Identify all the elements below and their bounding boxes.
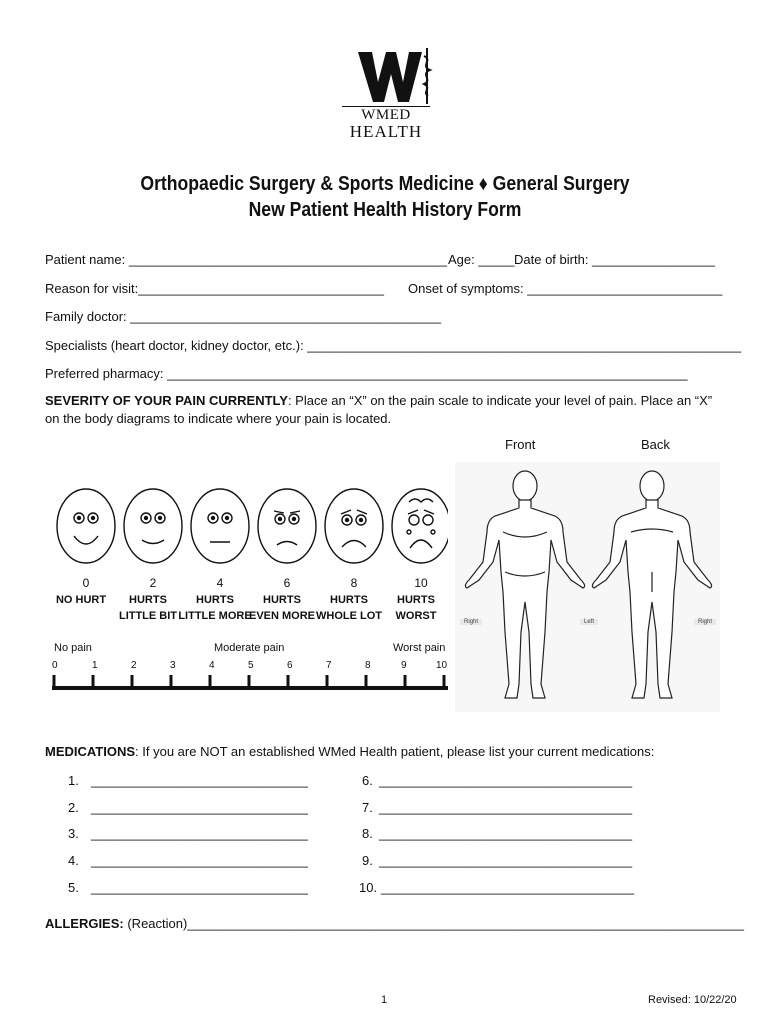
- med-9-number: 9.: [362, 853, 373, 868]
- allergies-field[interactable]: [45, 916, 744, 931]
- scale-no-pain: No pain: [54, 642, 92, 654]
- med-5-number: 5.: [68, 880, 79, 895]
- face-6-label: HURTS EVEN MORE: [248, 594, 315, 622]
- severity-instructions: [45, 392, 725, 428]
- med-4-field[interactable]: ______________________________: [91, 853, 308, 868]
- med-8-number: 8.: [362, 826, 373, 841]
- faces-svg: [48, 486, 448, 566]
- wmed-w-mark-icon: [336, 44, 436, 106]
- scale-worst-pain: Worst pain: [393, 642, 446, 654]
- face-10-label: HURTS WORST: [395, 594, 437, 622]
- med-3-field[interactable]: ______________________________: [91, 826, 308, 841]
- back-right-side-label: Right: [694, 619, 716, 625]
- scale-tick-8: 8: [365, 660, 371, 671]
- face-4-number: 4: [216, 576, 224, 590]
- form-title-line1: Orthopaedic Surgery & Sports Medicine ♦ General Surgery: [140, 173, 630, 195]
- med-2-number: 2.: [68, 800, 79, 815]
- revised-date: Revised: 10/22/20: [648, 994, 737, 1006]
- face-0-number: 0: [82, 576, 90, 590]
- scale-tick-0: 0: [52, 660, 58, 671]
- scale-tick-6: 6: [287, 660, 293, 671]
- face-8-icon: [325, 489, 383, 563]
- logo-line1: WMED: [342, 106, 430, 124]
- face-2-number: 2: [149, 576, 157, 590]
- severity-text: : Place an “X” on the pain scale to indicate your level of pain. Place an “X” on the body diagrams to indicate where your pain is located.: [45, 393, 713, 426]
- pain-faces[interactable]: [48, 486, 448, 566]
- med-4-number: 4.: [68, 853, 79, 868]
- body-diagram[interactable]: [455, 462, 720, 712]
- scale-tick-3: 3: [170, 660, 176, 671]
- family-doctor-field[interactable]: Family doctor: ___________________________________________: [45, 309, 442, 324]
- page-number: 1: [381, 994, 388, 1006]
- med-10-number: 10.: [359, 880, 378, 895]
- med-5-field[interactable]: ______________________________: [91, 880, 308, 895]
- age-field[interactable]: Age: _____: [448, 252, 515, 267]
- scale-tick-2: 2: [131, 660, 137, 671]
- body-front-label: Front: [505, 437, 536, 452]
- ruler-svg: [50, 672, 450, 698]
- med-1-field[interactable]: ______________________________: [91, 773, 308, 788]
- face-6-icon: [258, 489, 316, 563]
- onset-of-symptoms-field[interactable]: Onset of symptoms: ___________________________: [408, 281, 723, 296]
- med-7-field[interactable]: ___________________________________: [379, 800, 633, 815]
- face-8-number: 8: [350, 576, 358, 590]
- body-back-label: Back: [641, 437, 670, 452]
- face-2-label: HURTS LITTLE BIT: [118, 594, 178, 622]
- front-right-side-label: Right: [460, 619, 482, 625]
- scale-tick-4: 4: [209, 660, 215, 671]
- scale-tick-7: 7: [326, 660, 332, 671]
- medications-heading: MEDICATIONS: [45, 744, 136, 759]
- medications-instructions: [45, 744, 654, 759]
- face-2-icon: [124, 489, 182, 563]
- preferred-pharmacy-field[interactable]: Preferred pharmacy: ________________________________________________________________________: [45, 366, 688, 381]
- med-1-number: 1.: [68, 773, 79, 788]
- patient-name-field[interactable]: Patient name: ____________________________________________: [45, 252, 447, 267]
- wmed-health-logo: [336, 44, 436, 142]
- back-left-side-label: Left: [580, 619, 598, 625]
- face-0-label: NO HURT: [55, 594, 107, 606]
- med-2-field[interactable]: ______________________________: [91, 800, 308, 815]
- med-6-number: 6.: [362, 773, 373, 788]
- scale-tick-10: 10: [436, 660, 448, 671]
- med-6-field[interactable]: ___________________________________: [379, 773, 633, 788]
- med-9-field[interactable]: ___________________________________: [379, 853, 633, 868]
- face-4-icon: [191, 489, 249, 563]
- med-7-number: 7.: [362, 800, 373, 815]
- scale-moderate-pain: Moderate pain: [214, 642, 285, 654]
- form-title-line2: New Patient Health History Form: [248, 199, 522, 221]
- face-6-number: 6: [283, 576, 291, 590]
- med-10-field[interactable]: ___________________________________: [381, 880, 635, 895]
- body-diagram-svg: [455, 462, 720, 712]
- reason-for-visit-field[interactable]: Reason for visit:__________________________________: [45, 281, 385, 296]
- face-8-label: HURTS WHOLE LOT: [316, 594, 382, 622]
- face-10-number: 10: [414, 576, 428, 590]
- severity-heading: SEVERITY OF YOUR PAIN CURRENTLY: [45, 393, 288, 408]
- scale-tick-9: 9: [401, 660, 407, 671]
- medications-text: : If you are NOT an established WMed Health patient, please list your current medications:: [135, 744, 655, 759]
- specialists-field[interactable]: Specialists (heart doctor, kidney doctor, etc.): ____________________________________________________________: [45, 338, 742, 353]
- face-4-label: HURTS LITTLE MORE: [178, 594, 252, 622]
- logo-line2: HEALTH: [349, 122, 423, 141]
- date-of-birth-field[interactable]: Date of birth: _________________: [514, 252, 715, 267]
- scale-tick-5: 5: [248, 660, 254, 671]
- med-8-field[interactable]: ___________________________________: [379, 826, 633, 841]
- allergies-label: ALLERGIES:: [45, 916, 124, 931]
- face-10-icon: [392, 489, 448, 563]
- scale-tick-1: 1: [92, 660, 98, 671]
- face-0-icon: [57, 489, 115, 563]
- allergies-line: (Reaction)_____________________________________________________________________________: [123, 916, 745, 931]
- med-3-number: 3.: [68, 826, 79, 841]
- pain-scale-ruler[interactable]: [50, 672, 450, 698]
